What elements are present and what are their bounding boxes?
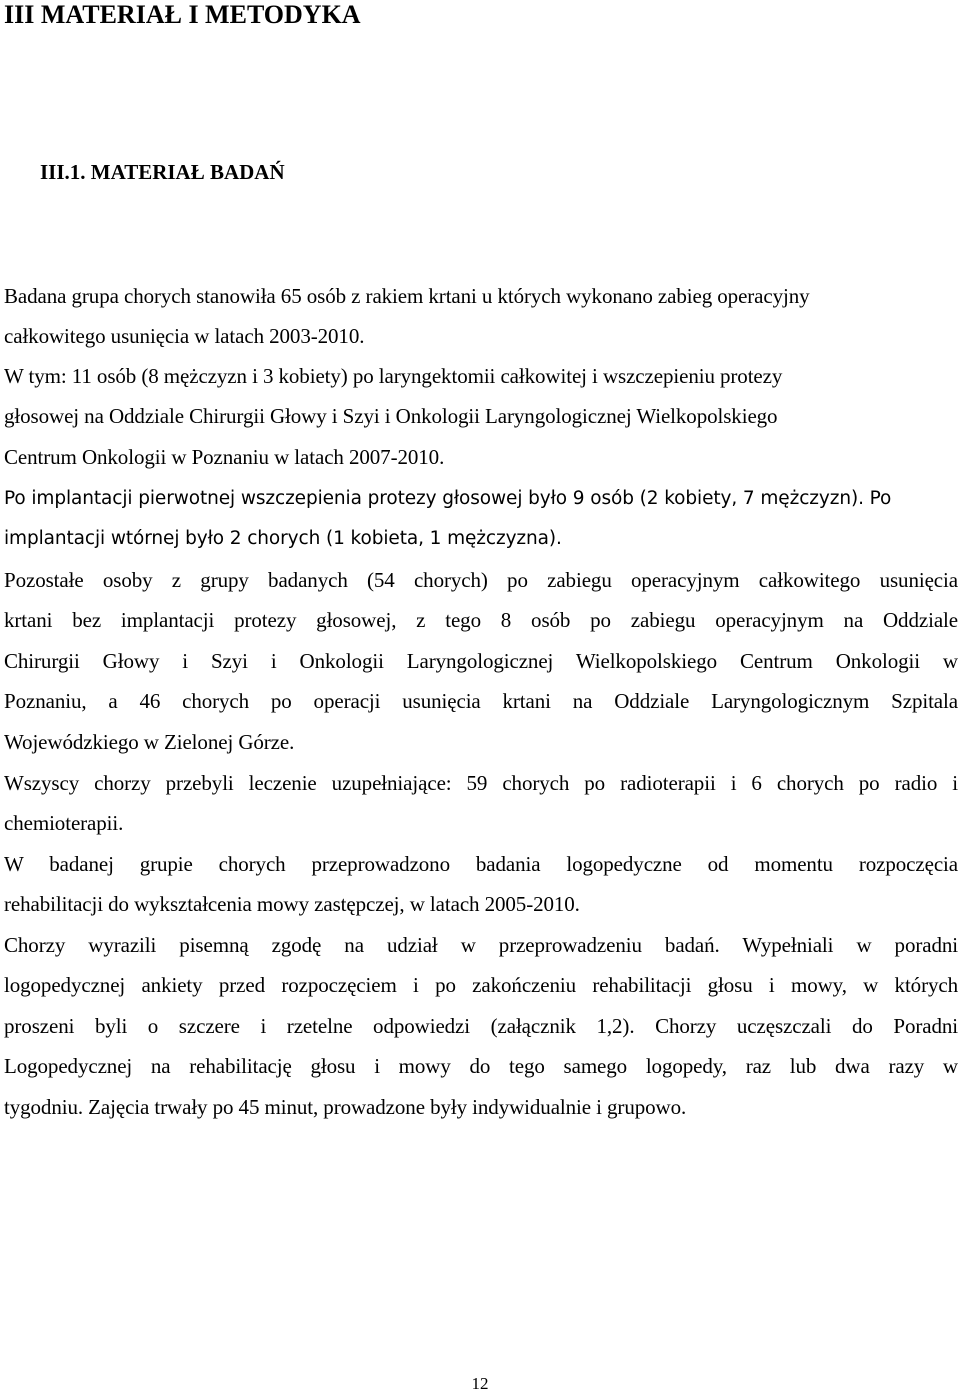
page-number: 12 <box>471 1374 489 1393</box>
text-line: tygodniu. Zajęcia trwały po 45 minut, prowadzone były indywidualnie i grupowo. <box>4 1095 687 1119</box>
text-line: W badanej grupie chorych przeprowadzono badania logopedyczne od momentu rozpoczęcia <box>4 852 958 876</box>
text-line: Wszyscy chorzy przebyli leczenie uzupełniające: 59 chorych po radioterapii i 6 chorych po radio i <box>4 771 958 795</box>
text-line: rehabilitacji do wykształcenia mowy zastępczej, w latach 2005-2010. <box>4 892 580 916</box>
text-line: Chirurgii Głowy i Szyi i Onkologii Laryngologicznej Wielkopolskiego Centrum Onkologii w <box>4 649 958 673</box>
text-line: W tym: 11 osób (8 mężczyzn i 3 kobiety) po laryngektomii całkowitej i wszczepieniu protezy <box>4 364 783 388</box>
text-line: Badana grupa chorych stanowiła 65 osób z rakiem krtani u których wykonano zabieg operacyjny <box>4 284 810 308</box>
text-line: krtani bez implantacji protezy głosowej, z tego 8 osób po zabiegu operacyjnym na Oddziale <box>4 608 958 632</box>
text-line: Logopedycznej na rehabilitację głosu i mowy do tego samego logopedy, raz lub dwa razy w <box>4 1054 958 1078</box>
text-line: chemioterapii. <box>4 811 124 835</box>
text-line: proszeni byli o szczere i rzetelne odpowiedzi (załącznik 1,2). Chorzy uczęszczali do Poradni <box>4 1014 958 1038</box>
text-line: Poznaniu, a 46 chorych po operacji usunięcia krtani na Oddziale Laryngologicznym Szpitala <box>4 689 958 713</box>
text-line: logopedycznej ankiety przed rozpoczęciem i po zakończeniu rehabilitacji głosu i mowy, w których <box>4 973 958 997</box>
text-line: głosowej na Oddziale Chirurgii Głowy i Szyi i Onkologii Laryngologicznej Wielkopolskiego <box>4 404 778 428</box>
text-line: Po implantacji pierwotnej wszczepienia protezy głosowej było 9 osób (2 kobiety, 7 mężczyzn). Po <box>4 488 892 509</box>
text-line: Centrum Onkologii w Poznaniu w latach 2007-2010. <box>4 445 445 469</box>
text-line: Wojewódzkiego w Zielonej Górze. <box>4 730 295 754</box>
text-line: Chorzy wyrazili pisemną zgodę na udział w przeprowadzeniu badań. Wypełniali w poradni <box>4 933 958 957</box>
text-line: implantacji wtórnej było 2 chorych (1 kobieta, 1 mężczyzna). <box>4 528 562 549</box>
chapter-title: III MATERIAŁ I METODYKA <box>4 0 361 29</box>
section-title: III.1. MATERIAŁ BADAŃ <box>40 160 285 184</box>
text-line: całkowitego usunięcia w latach 2003-2010. <box>4 324 365 348</box>
text-line: Pozostałe osoby z grupy badanych (54 chorych) po zabiegu operacyjnym całkowitego usunięcia <box>4 568 958 592</box>
